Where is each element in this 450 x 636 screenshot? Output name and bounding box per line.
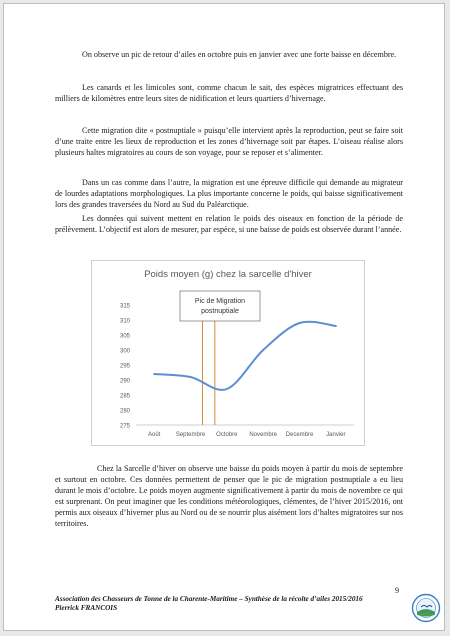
x-tick-label-3: Novembre <box>249 432 278 438</box>
footer <box>55 595 385 612</box>
x-tick-label-4: Decembre <box>285 432 314 438</box>
y-tick-label-310: 310 <box>119 318 130 325</box>
paragraph-3: Cette migration dite « postnuptiale » puisqu’elle intervient après la reproduction, peut se faire soit d’une traite entre les lieux de reproduction et les zones d’hivernage soit par étapes. L’oiseau réalise alors plusieurs haltes migratoires au cours de son voyage, pour se reposer et s’alimenter. <box>55 126 403 157</box>
y-tick-label-300: 300 <box>119 348 130 355</box>
x-tick-label-1: Septembre <box>175 432 206 438</box>
paragraph-1: On observe un pic de retour d’ailes en octobre puis en janvier avec une forte baisse en décembre. <box>82 50 397 59</box>
y-tick-label-275: 275 <box>119 423 130 430</box>
weight-chart <box>91 260 365 446</box>
y-tick-label-305: 305 <box>119 333 130 340</box>
annotation-box <box>180 291 260 321</box>
x-tick-label-2: Octobre <box>216 432 238 438</box>
paragraph-6: Chez la Sarcelle d’hiver on observe une baisse du poids moyen à partir du mois de septembre et surtout en octobre. Ces données permettent de penser que le pic de migration postnuptiale a eu lieu durant le mois d’octobre. Le poids moyen augmente significativement à partir du mois de novembre ce qui est surprenant. On peut imaginer que les conditions météorologiques, clémentes, de l’hiver 2015/2016, ont permis aux oiseaux d’hiverner plus au Nord ou de se nourrir plus aisément lors d’haltes migratoires sur nos territoires. <box>55 464 403 528</box>
footer-line-1: Association des Chasseurs de Tonne de la Charente-Maritime – Synthèse de la récolte d’ailes 2015/2016 <box>55 595 363 603</box>
paragraph-4: Dans un cas comme dans l’autre, la migration est une épreuve difficile qui demande au migrateur de lourdes adaptations morphologiques. La plus importante concerne le poids, qui baisse significativement lors des grandes traversées du Nord au Sud du Paléarctique. <box>55 178 403 209</box>
annotation-text-line-1: Pic de Migration <box>194 298 246 305</box>
chart-title: Poids moyen (g) chez la sarcelle d'hiver <box>144 269 312 280</box>
y-tick-label-315: 315 <box>119 303 130 310</box>
y-tick-label-295: 295 <box>119 363 130 370</box>
document-page <box>3 3 445 631</box>
x-tick-label-0: Août <box>147 432 161 438</box>
chart-canvas <box>92 261 364 445</box>
annotation-text-line-2: postnuptiale <box>201 308 239 315</box>
x-tick-label-5: Janvier <box>326 432 346 438</box>
y-tick-label-285: 285 <box>119 393 130 400</box>
paragraph-5: Les données qui suivent mettent en relation le poids des oiseaux en fonction de la période de prélèvement. L’objectif est alors de mesurer, par espèce, si une baisse de poids est observée durant l’année. <box>55 214 403 234</box>
series-line <box>154 322 336 390</box>
footer-author: Pierrick FRANCOIS <box>55 603 118 612</box>
page-number: 9 <box>395 586 399 595</box>
y-tick-label-290: 290 <box>119 378 130 385</box>
paragraph-2: Les canards et les limicoles sont, comme chacun le sait, des espèces migratrices effectuant des milliers de kilomètres entre leurs sites de nidification et leurs quartiers d’hivernage. <box>55 83 403 103</box>
y-tick-label-280: 280 <box>119 408 130 415</box>
association-logo-icon <box>411 593 441 623</box>
